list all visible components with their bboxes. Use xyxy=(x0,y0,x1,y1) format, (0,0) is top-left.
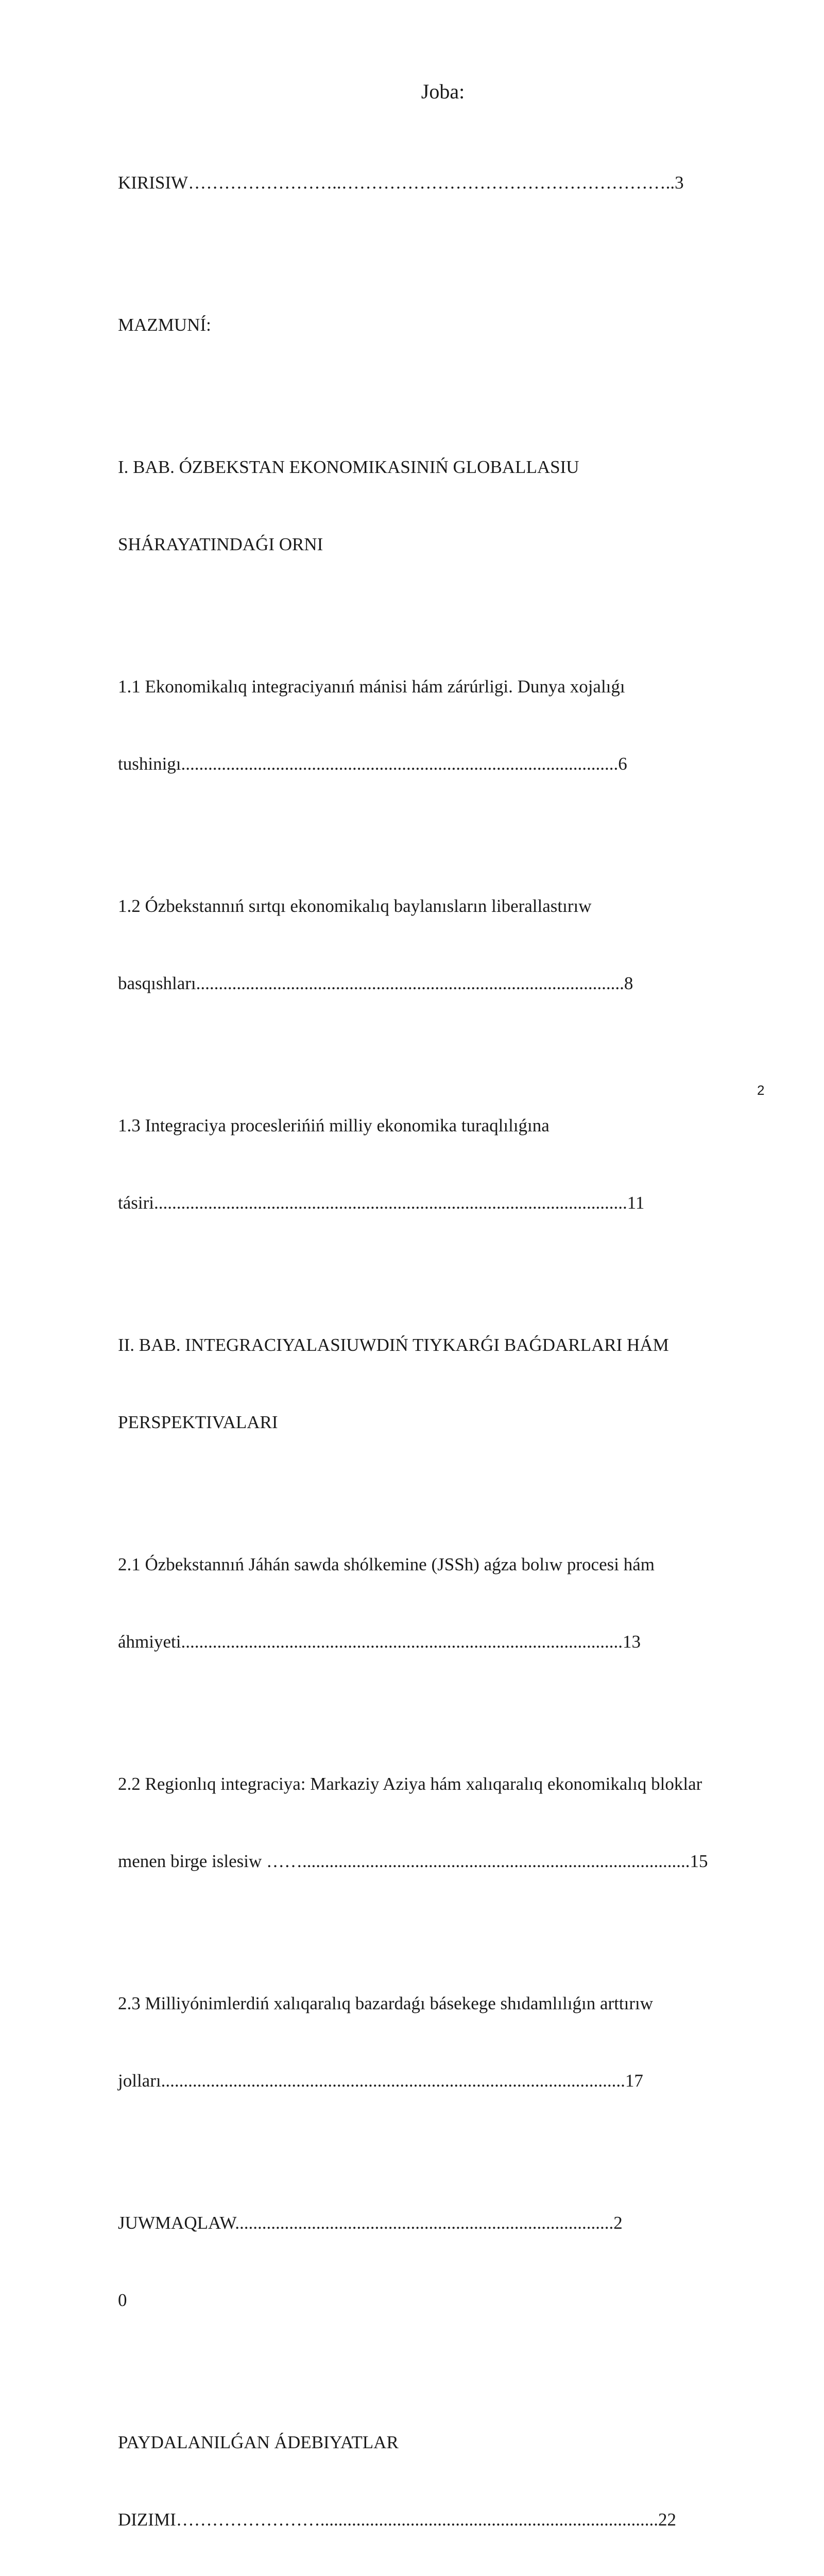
toc-entry-references xyxy=(118,2378,767,2576)
toc-line: 1.2 Ózbekstannıń sırtqı ekonomikalıq baylanısların liberallastırıw xyxy=(118,896,592,916)
document-title: Joba: xyxy=(421,80,465,103)
toc-line: menen birge islesiw ……......................................................................................15 xyxy=(118,1851,708,1871)
toc-entry-section-2-2 xyxy=(118,1720,767,1926)
page-number: 2 xyxy=(757,1082,765,1098)
toc-entry-section-2-3 xyxy=(118,1939,767,2145)
toc-line: PAYDALANILǴAN ÁDEBIYATLAR xyxy=(118,2432,399,2452)
toc-entry-section-1-1 xyxy=(118,622,767,828)
toc-entry-section-2-1 xyxy=(118,1500,767,1706)
toc-line: 1.3 Integraciya proceslerińiń milliy ekonomika turaqlılıǵına xyxy=(118,1115,550,1136)
toc-line: I. BAB. ÓZBEKSTAN EKONOMIKASINIŃ GLOBALLASIU xyxy=(118,457,579,477)
toc-entry-chapter-2 xyxy=(118,1281,767,1487)
toc-entry-section-1-3 xyxy=(118,1061,767,1267)
toc-line: SHÁRAYATINDAǴI ORNI xyxy=(118,534,323,554)
toc-line: MAZMUNÍ: xyxy=(118,315,211,335)
toc-line: tásiri.........................................................................................................11 xyxy=(118,1193,645,1213)
toc-line: 0 xyxy=(118,2290,127,2310)
toc-entry-conclusion xyxy=(118,2159,767,2365)
toc-line: JUWMAQLAW....................................................................................2 xyxy=(118,2213,623,2233)
toc-line: jolları.......................................................................................................17 xyxy=(118,2071,643,2091)
toc-line: KIRISIW……………………..………………………………………………..3 xyxy=(118,173,684,193)
toc-line: II. BAB. INTEGRACIYALASIUWDIŃ TIYKARǴI BAǴDARLARI HÁM xyxy=(118,1335,669,1355)
toc-line: 2.1 Ózbekstannıń Jáhán sawda shólkemine (JSSh) aǵza bolıw procesi hám xyxy=(118,1554,655,1574)
toc-line: tushinigı.................................................................................................6 xyxy=(118,754,627,774)
toc-line: 1.1 Ekonomikalıq integraciyanıń mánisi hám zárúrligi. Dunya xojalıǵı xyxy=(118,676,625,697)
toc-entry-chapter-1 xyxy=(118,403,767,609)
toc-line: basqıshları...............................................................................................8 xyxy=(118,973,633,993)
toc-line: PERSPEKTIVALARI xyxy=(118,1412,278,1432)
toc-entry-contents-heading xyxy=(118,261,767,389)
toc-line: 2.2 Regionlıq integraciya: Markaziy Aziya hám xalıqaralıq ekonomikalıq bloklar xyxy=(118,1774,702,1794)
table-of-contents xyxy=(118,118,767,2576)
toc-entry-introduction xyxy=(118,118,767,247)
toc-line: 2.3 Milliyónimlerdiń xalıqaralıq bazardaǵı básekege shıdamlılıǵın arttırıw xyxy=(118,1993,654,2013)
toc-line: áhmiyeti..................................................................................................13 xyxy=(118,1632,641,1652)
toc-line: DIZIMI……………………...........................................................................22 xyxy=(118,2510,676,2530)
toc-entry-section-1-2 xyxy=(118,842,767,1048)
